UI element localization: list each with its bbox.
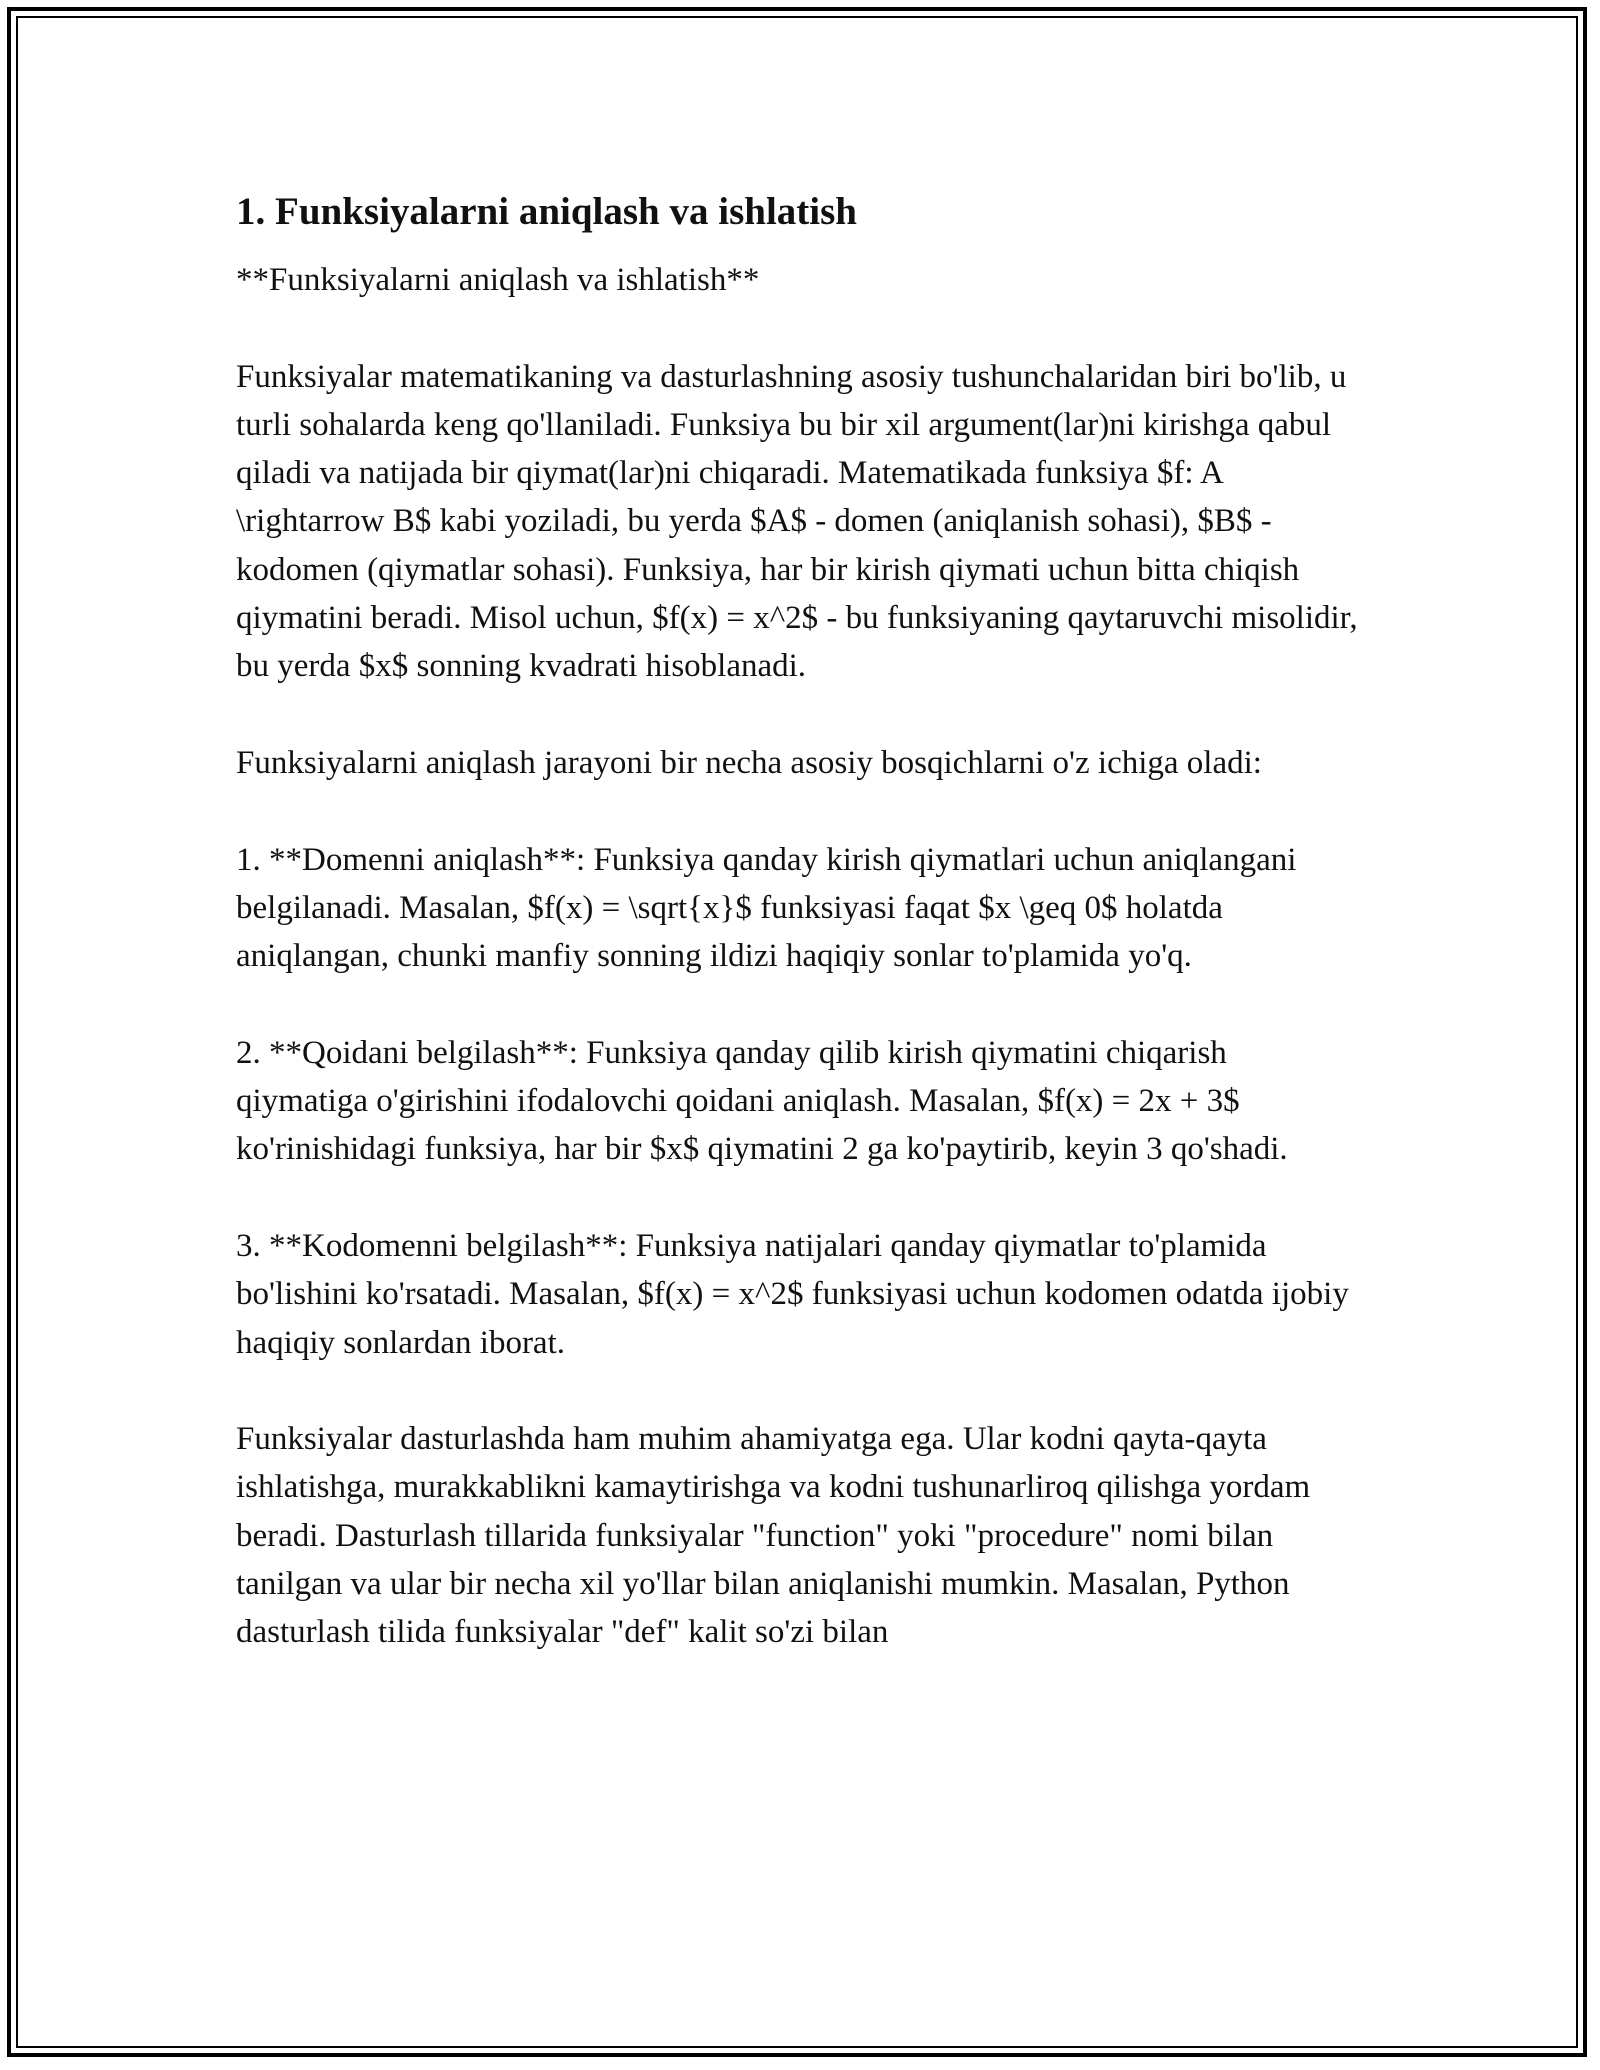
paragraph-programming: Funksiyalar dasturlashda ham muhim ahamiyatga ega. Ular kodni qayta-qayta ishlatishga, murakkablikni kamaytirishga va kodni tushunarliroq qilishga yordam beradi. Dasturlash tillarida funksiyalar "function" yoki "procedure" nomi bilan tanilgan va ular bir necha xil yo'llar bilan aniqlanishi mumkin. Masalan, Python dasturlash tilida funksiyalar "def" kalit so'zi bilan xyxy=(236,1421,1311,1651)
section-heading: 1. Funksiyalarni aniqlash va ishlatish xyxy=(236,190,857,233)
paragraph-intro: Funksiyalar matematikaning va dasturlashning asosiy tushunchalaridan biri bo'lib, u turli sohalarda keng qo'llaniladi. Funksiya bu bir xil argument(lar)ni kirishga qabul qiladi va natijada bir qiymat(lar)ni chiqaradi. Matematikada funksiya $f: A \rightarrow B$ kabi yoziladi, bu yerda $A$ - domen (aniqlanish sohasi), $B$ - kodomen (qiymatlar sohasi). Funksiya, har bir kirish qiymati uchun bitta chiqish qiymatini beradi. Misol uchun, $f(x) = x^2$ - bu funksiyaning qaytaruvchi misolidir, bu yerda $x$ sonning kvadrati hisoblanadi. xyxy=(236,358,1358,685)
document-body xyxy=(236,188,1366,1705)
paragraph-step-1: 1. **Domenni aniqlash**: Funksiya qanday kirish qiymatlari uchun aniqlangani belgilanadi. Masalan, $f(x) = \sqrt{x}$ funksiyasi faqat $x \geq 0$ holatda aniqlangan, chunki manfiy sonning ildizi haqiqiy sonlar to'plamida yo'q. xyxy=(236,841,1297,975)
paragraph-subtitle: **Funksiyalarni aniqlash va ishlatish** xyxy=(236,262,760,298)
paragraph-step-2: 2. **Qoidani belgilash**: Funksiya qanday qilib kirish qiymatini chiqarish qiymatiga o'girishini ifodalovchi qoidani aniqlash. Masalan, $f(x) = 2x + 3$ ko'rinishidagi funksiya, har bir $x$ qiymatini 2 ga ko'paytirib, keyin 3 qo'shadi. xyxy=(236,1034,1288,1168)
paragraph-step-3: 3. **Kodomenni belgilash**: Funksiya natijalari qanday qiymatlar to'plamida bo'lishini ko'rsatadi. Masalan, $f(x) = x^2$ funksiyasi uchun kodomen odatda ijobiy haqiqiy sonlardan iborat. xyxy=(236,1227,1349,1361)
paragraph-steps-intro: Funksiyalarni aniqlash jarayoni bir necha asosiy bosqichlarni o'z ichiga oladi: xyxy=(236,744,1262,781)
